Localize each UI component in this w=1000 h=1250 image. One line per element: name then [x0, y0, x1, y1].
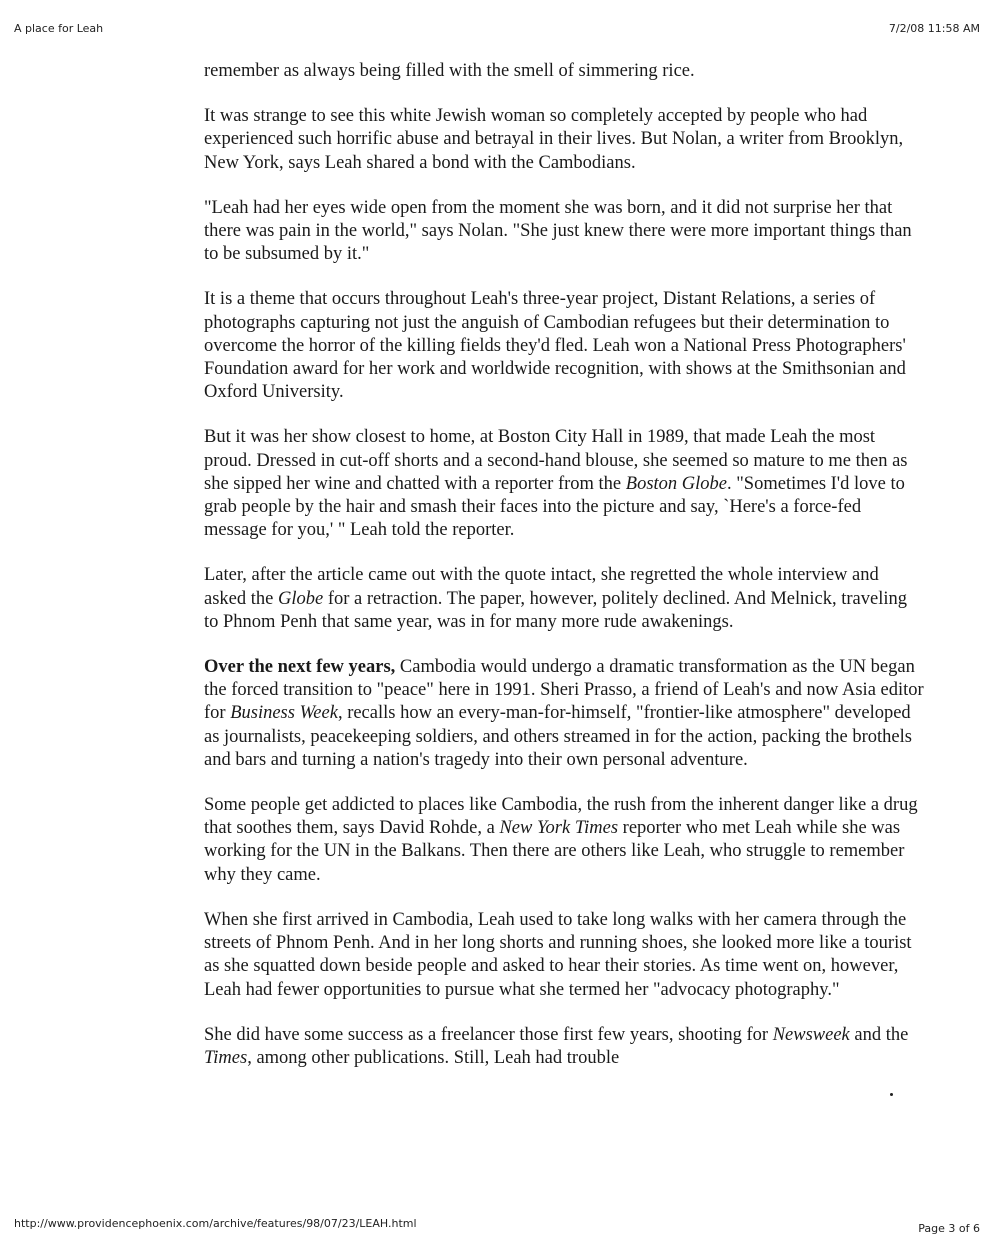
- paragraph-6: Later, after the article came out with the quote intact, she regretted the whole interview and asked the Globe for a retraction. The paper, however, politely declined. And Melnick, traveling to Phnom Penh that same year, was in for many more rude awakenings.: [204, 565, 908, 632]
- paragraph-1: remember as always being filled with the smell of simmering rice.: [204, 61, 695, 81]
- publication-name: Globe: [277, 588, 324, 609]
- page-footer-url: http://www.providencephoenix.com/archive/features/98/07/23/LEAH.html: [14, 1217, 417, 1230]
- publication-name: Times: [204, 1047, 248, 1068]
- paragraph-2: It was strange to see this white Jewish woman so completely accepted by people who had experienced such horrific abuse and betrayal in their lives. But Nolan, a writer from Brooklyn, New York, says Leah shared a bond with the Cambodians.: [204, 106, 904, 173]
- paragraph-7: Over the next few years, Cambodia would undergo a dramatic transformation as the UN began the forced transition to "peace" here in 1991. Sheri Prasso, a friend of Leah's and now Asia editor for Business Week, recalls how an every-man-for-himself, "frontier-like atmosphere" developed as journalists, peacekeeping soldiers, and others streamed in for the action, packing the brothels and bars and turning a nation's tragedy into their own personal adventure.: [204, 657, 924, 770]
- paragraph-4: It is a theme that occurs throughout Leah's three-year project, Distant Relations, a series of photographs capturing not just the anguish of Cambodian refugees but their determination to overcome the horror of the killing fields they'd fled. Leah won a National Press Photographers' Foundation award for her work and worldwide recognition, with shows at the Smithsonian and Oxford University.: [204, 289, 906, 403]
- publication-name: Business Week: [230, 703, 338, 724]
- paragraph-5: But it was her show closest to home, at Boston City Hall in 1989, that made Leah the most proud. Dressed in cut-off shorts and a second-hand blouse, she seemed so mature to me then as she sipped her wine and chatted with a reporter from the Boston Globe. "Sometimes I'd love to grab people by the hair and smash their faces into the picture and say, `Here's a force-fed message for you,' " Leah told the reporter.: [204, 427, 908, 541]
- page-footer-page-number: Page 3 of 6: [918, 1222, 980, 1235]
- page-header-title: A place for Leah: [14, 22, 104, 35]
- publication-name: Boston Globe: [625, 473, 727, 494]
- page-header-timestamp: 7/2/08 11:58 AM: [888, 22, 980, 35]
- paragraph-3: "Leah had her eyes wide open from the moment she was born, and it did not surprise her that there was pain in the world," says Nolan. "She just knew there were more important things than to be subsumed by it.": [204, 197, 912, 265]
- section-lead-in: Over the next few years,: [204, 657, 396, 678]
- article-body: [204, 60, 924, 1092]
- scan-speck: [890, 1093, 893, 1096]
- publication-name: Newsweek: [772, 1024, 850, 1045]
- paragraph-9: When she first arrived in Cambodia, Leah used to take long walks with her camera through the streets of Phnom Penh. And in her long shorts and running shoes, she looked more like a tourist as she squatted down beside people and asked to hear their stories. As time went on, however, Leah had fewer opportunities to pursue what she termed her "advocacy photography.": [204, 909, 912, 1000]
- paragraph-10: She did have some success as a freelancer those first few years, shooting for Newsweek and the Times, among other publications. Still, Leah had trouble: [204, 1024, 909, 1068]
- publication-name: New York Times: [499, 818, 619, 839]
- paragraph-8: Some people get addicted to places like Cambodia, the rush from the inherent danger like a drug that soothes them, says David Rohde, a New York Times reporter who met Leah while she was working for the UN in the Balkans. Then there are others like Leah, who struggle to remember why they came.: [204, 795, 918, 885]
